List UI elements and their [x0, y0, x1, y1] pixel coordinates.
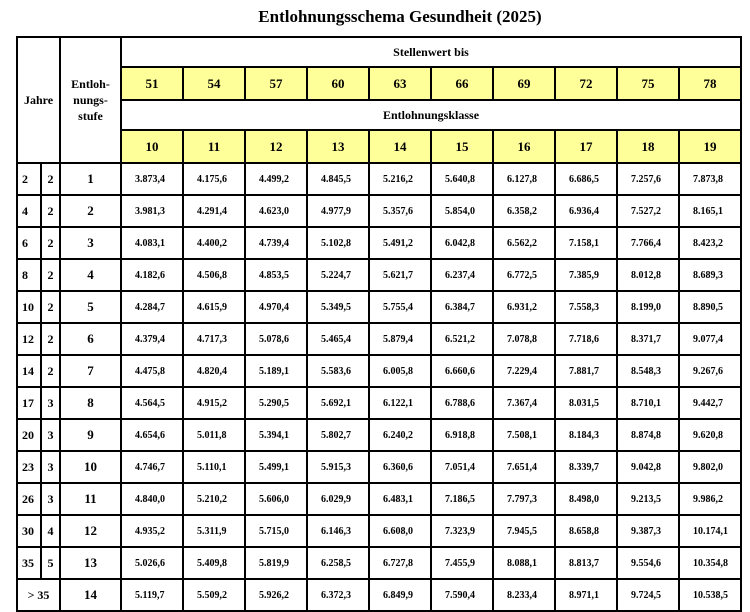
salary-cell: 5.311,9 — [183, 515, 245, 547]
salary-cell: 5.290,5 — [245, 387, 307, 419]
klasse-cell: 19 — [679, 130, 741, 163]
salary-cell: 4.615,9 — [183, 291, 245, 323]
salary-cell: 4.935,2 — [121, 515, 183, 547]
salary-cell: 4.379,4 — [121, 323, 183, 355]
salary-cell: 8.233,4 — [493, 579, 555, 611]
stufe-cell: 11 — [60, 483, 121, 515]
salary-cell: 7.186,5 — [431, 483, 493, 515]
stufe-cell: 2 — [60, 195, 121, 227]
salary-cell: 4.746,7 — [121, 451, 183, 483]
salary-cell: 5.583,6 — [307, 355, 369, 387]
jahre-cell: 20 — [17, 419, 41, 451]
salary-cell: 4.175,6 — [183, 163, 245, 195]
salary-cell: 4.506,8 — [183, 259, 245, 291]
salary-cell: 6.936,4 — [555, 195, 617, 227]
page-title: Entlohnungsschema Gesundheit (2025) — [258, 7, 542, 26]
salary-cell: 9.620,8 — [679, 419, 741, 451]
salary-cell: 8.199,0 — [617, 291, 679, 323]
salary-cell: 10.354,8 — [679, 547, 741, 579]
jahre-step-cell: 3 — [41, 451, 60, 483]
salary-cell: 4.499,2 — [245, 163, 307, 195]
jahre-cell: 4 — [17, 195, 41, 227]
salary-cell: 8.813,7 — [555, 547, 617, 579]
salary-cell: 5.011,8 — [183, 419, 245, 451]
salary-cell: 7.051,4 — [431, 451, 493, 483]
salary-cell: 6.258,5 — [307, 547, 369, 579]
stellenwert-cell: 57 — [245, 67, 307, 100]
salary-cell: 9.724,5 — [617, 579, 679, 611]
salary-cell: 6.521,2 — [431, 323, 493, 355]
salary-cell: 6.931,2 — [493, 291, 555, 323]
jahre-step-cell: 2 — [41, 227, 60, 259]
table-row — [17, 451, 741, 483]
salary-cell: 5.915,3 — [307, 451, 369, 483]
salary-cell: 6.849,9 — [369, 579, 431, 611]
stufe-header-label: Entloh- nungs- stufe — [71, 77, 110, 123]
salary-cell: 6.146,3 — [307, 515, 369, 547]
jahre-cell: 26 — [17, 483, 41, 515]
salary-cell: 4.400,2 — [183, 227, 245, 259]
salary-cell: 6.372,3 — [307, 579, 369, 611]
jahre-step-cell: 2 — [41, 291, 60, 323]
jahre-cell: 6 — [17, 227, 41, 259]
salary-cell: 6.562,2 — [493, 227, 555, 259]
salary-cell: 5.879,4 — [369, 323, 431, 355]
jahre-step-cell: 3 — [41, 387, 60, 419]
salary-cell: 4.291,4 — [183, 195, 245, 227]
salary-cell: 8.498,0 — [555, 483, 617, 515]
stufe-cell: 10 — [60, 451, 121, 483]
salary-cell: 6.237,4 — [431, 259, 493, 291]
salary-cell: 7.078,8 — [493, 323, 555, 355]
table-row — [17, 419, 741, 451]
salary-cell: 7.766,4 — [617, 227, 679, 259]
salary-cell: 4.623,0 — [245, 195, 307, 227]
salary-cell: 7.718,6 — [555, 323, 617, 355]
salary-cell: 5.210,2 — [183, 483, 245, 515]
salary-cell: 5.854,0 — [431, 195, 493, 227]
salary-cell: 6.788,6 — [431, 387, 493, 419]
table-row — [17, 227, 741, 259]
salary-cell: 4.820,4 — [183, 355, 245, 387]
salary-cell: 5.110,1 — [183, 451, 245, 483]
stellenwert-cell: 69 — [493, 67, 555, 100]
table-row — [17, 515, 741, 547]
salary-cell: 7.651,4 — [493, 451, 555, 483]
jahre-step-cell: 4 — [41, 515, 60, 547]
salary-cell: 5.606,0 — [245, 483, 307, 515]
jahre-step-cell: 3 — [41, 419, 60, 451]
stufe-cell: 6 — [60, 323, 121, 355]
salary-cell: 5.819,9 — [245, 547, 307, 579]
salary-cell: 5.102,8 — [307, 227, 369, 259]
klasse-cell: 17 — [555, 130, 617, 163]
stellenwert-cell: 66 — [431, 67, 493, 100]
stufe-cell: 8 — [60, 387, 121, 419]
salary-cell: 6.240,2 — [369, 419, 431, 451]
salary-cell: 7.590,4 — [431, 579, 493, 611]
stufe-cell: 9 — [60, 419, 121, 451]
stufe-cell: 1 — [60, 163, 121, 195]
stellenwert-cell: 78 — [679, 67, 741, 100]
klasse-cell: 12 — [245, 130, 307, 163]
salary-cell: 4.977,9 — [307, 195, 369, 227]
klasse-cell: 16 — [493, 130, 555, 163]
salary-cell: 5.119,7 — [121, 579, 183, 611]
salary-cell: 5.715,0 — [245, 515, 307, 547]
salary-cell: 9.986,2 — [679, 483, 741, 515]
salary-cell: 5.499,1 — [245, 451, 307, 483]
salary-cell: 6.772,5 — [493, 259, 555, 291]
salary-cell: 7.945,5 — [493, 515, 555, 547]
salary-cell: 4.654,6 — [121, 419, 183, 451]
salary-cell: 7.881,7 — [555, 355, 617, 387]
stufe-cell: 12 — [60, 515, 121, 547]
salary-cell: 10.174,1 — [679, 515, 741, 547]
salary-cell: 9.077,4 — [679, 323, 741, 355]
salary-cell: 9.387,3 — [617, 515, 679, 547]
table-row — [17, 547, 741, 579]
salary-cell: 5.078,6 — [245, 323, 307, 355]
klasse-cell: 15 — [431, 130, 493, 163]
stellenwert-cell: 60 — [307, 67, 369, 100]
salary-cell: 4.717,3 — [183, 323, 245, 355]
salary-cell: 8.339,7 — [555, 451, 617, 483]
salary-cell: 4.840,0 — [121, 483, 183, 515]
salary-cell: 6.384,7 — [431, 291, 493, 323]
salary-cell: 6.358,2 — [493, 195, 555, 227]
salary-cell: 9.267,6 — [679, 355, 741, 387]
salary-cell: 7.797,3 — [493, 483, 555, 515]
salary-cell: 8.012,8 — [617, 259, 679, 291]
jahre-cell: 17 — [17, 387, 41, 419]
salary-cell: 9.442,7 — [679, 387, 741, 419]
salary-cell: 5.802,7 — [307, 419, 369, 451]
salary-cell: 5.224,7 — [307, 259, 369, 291]
salary-cell: 7.558,3 — [555, 291, 617, 323]
table-row — [17, 355, 741, 387]
stufe-cell: 4 — [60, 259, 121, 291]
salary-cell: 6.360,6 — [369, 451, 431, 483]
stellenwert-cell: 75 — [617, 67, 679, 100]
stellenwert-cell: 63 — [369, 67, 431, 100]
salary-cell: 8.548,3 — [617, 355, 679, 387]
klasse-cell: 10 — [121, 130, 183, 163]
salary-cell: 6.029,9 — [307, 483, 369, 515]
jahre-step-cell: 3 — [41, 483, 60, 515]
salary-cell: 8.971,1 — [555, 579, 617, 611]
salary-cell: 6.127,8 — [493, 163, 555, 195]
jahre-step-cell: 2 — [41, 195, 60, 227]
salary-cell: 9.802,0 — [679, 451, 741, 483]
salary-cell: 6.042,8 — [431, 227, 493, 259]
jahre-cell: 2 — [17, 163, 41, 195]
salary-cell: 8.658,8 — [555, 515, 617, 547]
salary-cell: 5.216,2 — [369, 163, 431, 195]
salary-cell: 6.005,8 — [369, 355, 431, 387]
salary-cell: 5.357,6 — [369, 195, 431, 227]
jahre-cell: 23 — [17, 451, 41, 483]
table-row — [17, 579, 741, 611]
klasse-cell: 18 — [617, 130, 679, 163]
salary-cell: 8.423,2 — [679, 227, 741, 259]
salary-table — [16, 36, 742, 612]
salary-cell: 5.621,7 — [369, 259, 431, 291]
salary-cell: 5.926,2 — [245, 579, 307, 611]
salary-cell: 5.640,8 — [431, 163, 493, 195]
stellenwert-cell: 72 — [555, 67, 617, 100]
salary-cell: 6.686,5 — [555, 163, 617, 195]
salary-cell: 5.509,2 — [183, 579, 245, 611]
salary-cell: 7.527,2 — [617, 195, 679, 227]
salary-cell: 9.554,6 — [617, 547, 679, 579]
salary-cell: 5.755,4 — [369, 291, 431, 323]
salary-cell: 8.371,7 — [617, 323, 679, 355]
salary-cell: 7.508,1 — [493, 419, 555, 451]
salary-cell: 5.349,5 — [307, 291, 369, 323]
salary-cell: 3.873,4 — [121, 163, 183, 195]
salary-cell: 5.409,8 — [183, 547, 245, 579]
jahre-cell: 8 — [17, 259, 41, 291]
salary-cell: 4.475,8 — [121, 355, 183, 387]
salary-cell: 8.874,8 — [617, 419, 679, 451]
salary-cell: 5.026,6 — [121, 547, 183, 579]
salary-cell: 4.845,5 — [307, 163, 369, 195]
salary-cell: 6.122,1 — [369, 387, 431, 419]
salary-cell: 4.083,1 — [121, 227, 183, 259]
salary-cell: 5.189,1 — [245, 355, 307, 387]
table-row — [17, 291, 741, 323]
salary-cell: 7.455,9 — [431, 547, 493, 579]
table-row — [17, 387, 741, 419]
salary-cell: 9.213,5 — [617, 483, 679, 515]
salary-cell: 7.158,1 — [555, 227, 617, 259]
salary-cell: 6.608,0 — [369, 515, 431, 547]
salary-cell: 4.182,6 — [121, 259, 183, 291]
salary-cell: 7.367,4 — [493, 387, 555, 419]
salary-cell: 5.465,4 — [307, 323, 369, 355]
salary-cell: 4.853,5 — [245, 259, 307, 291]
stufe-cell: 13 — [60, 547, 121, 579]
table-row — [17, 163, 741, 195]
salary-cell: 5.394,1 — [245, 419, 307, 451]
salary-cell: 7.257,6 — [617, 163, 679, 195]
jahre-cell: 12 — [17, 323, 41, 355]
jahre-step-cell: 2 — [41, 163, 60, 195]
table-row — [17, 259, 741, 291]
jahre-step-cell: 2 — [41, 323, 60, 355]
stellenwert-header: Stellenwert bis — [121, 37, 741, 67]
klasse-cell: 13 — [307, 130, 369, 163]
salary-cell: 4.739,4 — [245, 227, 307, 259]
salary-cell: 3.981,3 — [121, 195, 183, 227]
salary-cell: 8.088,1 — [493, 547, 555, 579]
stufe-header — [60, 37, 121, 163]
salary-cell: 10.538,5 — [679, 579, 741, 611]
salary-cell: 6.727,8 — [369, 547, 431, 579]
stellenwert-cell: 51 — [121, 67, 183, 100]
salary-cell: 7.385,9 — [555, 259, 617, 291]
salary-cell: 6.660,6 — [431, 355, 493, 387]
klasse-header: Entlohnungsklasse — [121, 100, 741, 130]
salary-cell: 6.918,8 — [431, 419, 493, 451]
salary-cell: 4.970,4 — [245, 291, 307, 323]
jahre-step-cell: 2 — [41, 355, 60, 387]
jahre-cell: 35 — [17, 547, 41, 579]
stellenwert-cell: 54 — [183, 67, 245, 100]
salary-cell: 4.915,2 — [183, 387, 245, 419]
salary-cell: 8.165,1 — [679, 195, 741, 227]
salary-cell: 7.229,4 — [493, 355, 555, 387]
salary-cell: 8.031,5 — [555, 387, 617, 419]
jahre-step-cell: 2 — [41, 259, 60, 291]
stufe-cell: 3 — [60, 227, 121, 259]
salary-cell: 7.323,9 — [431, 515, 493, 547]
jahre-cell: 10 — [17, 291, 41, 323]
salary-cell: 5.692,1 — [307, 387, 369, 419]
jahre-step-cell: 5 — [41, 547, 60, 579]
jahre-cell: 14 — [17, 355, 41, 387]
salary-cell: 4.564,5 — [121, 387, 183, 419]
salary-cell: 8.890,5 — [679, 291, 741, 323]
salary-cell: 8.689,3 — [679, 259, 741, 291]
stufe-cell: 14 — [60, 579, 121, 611]
stufe-cell: 7 — [60, 355, 121, 387]
salary-cell: 8.710,1 — [617, 387, 679, 419]
salary-cell: 6.483,1 — [369, 483, 431, 515]
stufe-cell: 5 — [60, 291, 121, 323]
table-row — [17, 195, 741, 227]
salary-cell: 9.042,8 — [617, 451, 679, 483]
klasse-cell: 14 — [369, 130, 431, 163]
jahre-header: Jahre — [17, 37, 60, 163]
salary-cell: 5.491,2 — [369, 227, 431, 259]
salary-cell: 7.873,8 — [679, 163, 741, 195]
salary-cell: 4.284,7 — [121, 291, 183, 323]
klasse-cell: 11 — [183, 130, 245, 163]
jahre-cell: > 35 — [17, 579, 60, 611]
table-row — [17, 483, 741, 515]
salary-cell: 8.184,3 — [555, 419, 617, 451]
table-row — [17, 323, 741, 355]
jahre-cell: 30 — [17, 515, 41, 547]
